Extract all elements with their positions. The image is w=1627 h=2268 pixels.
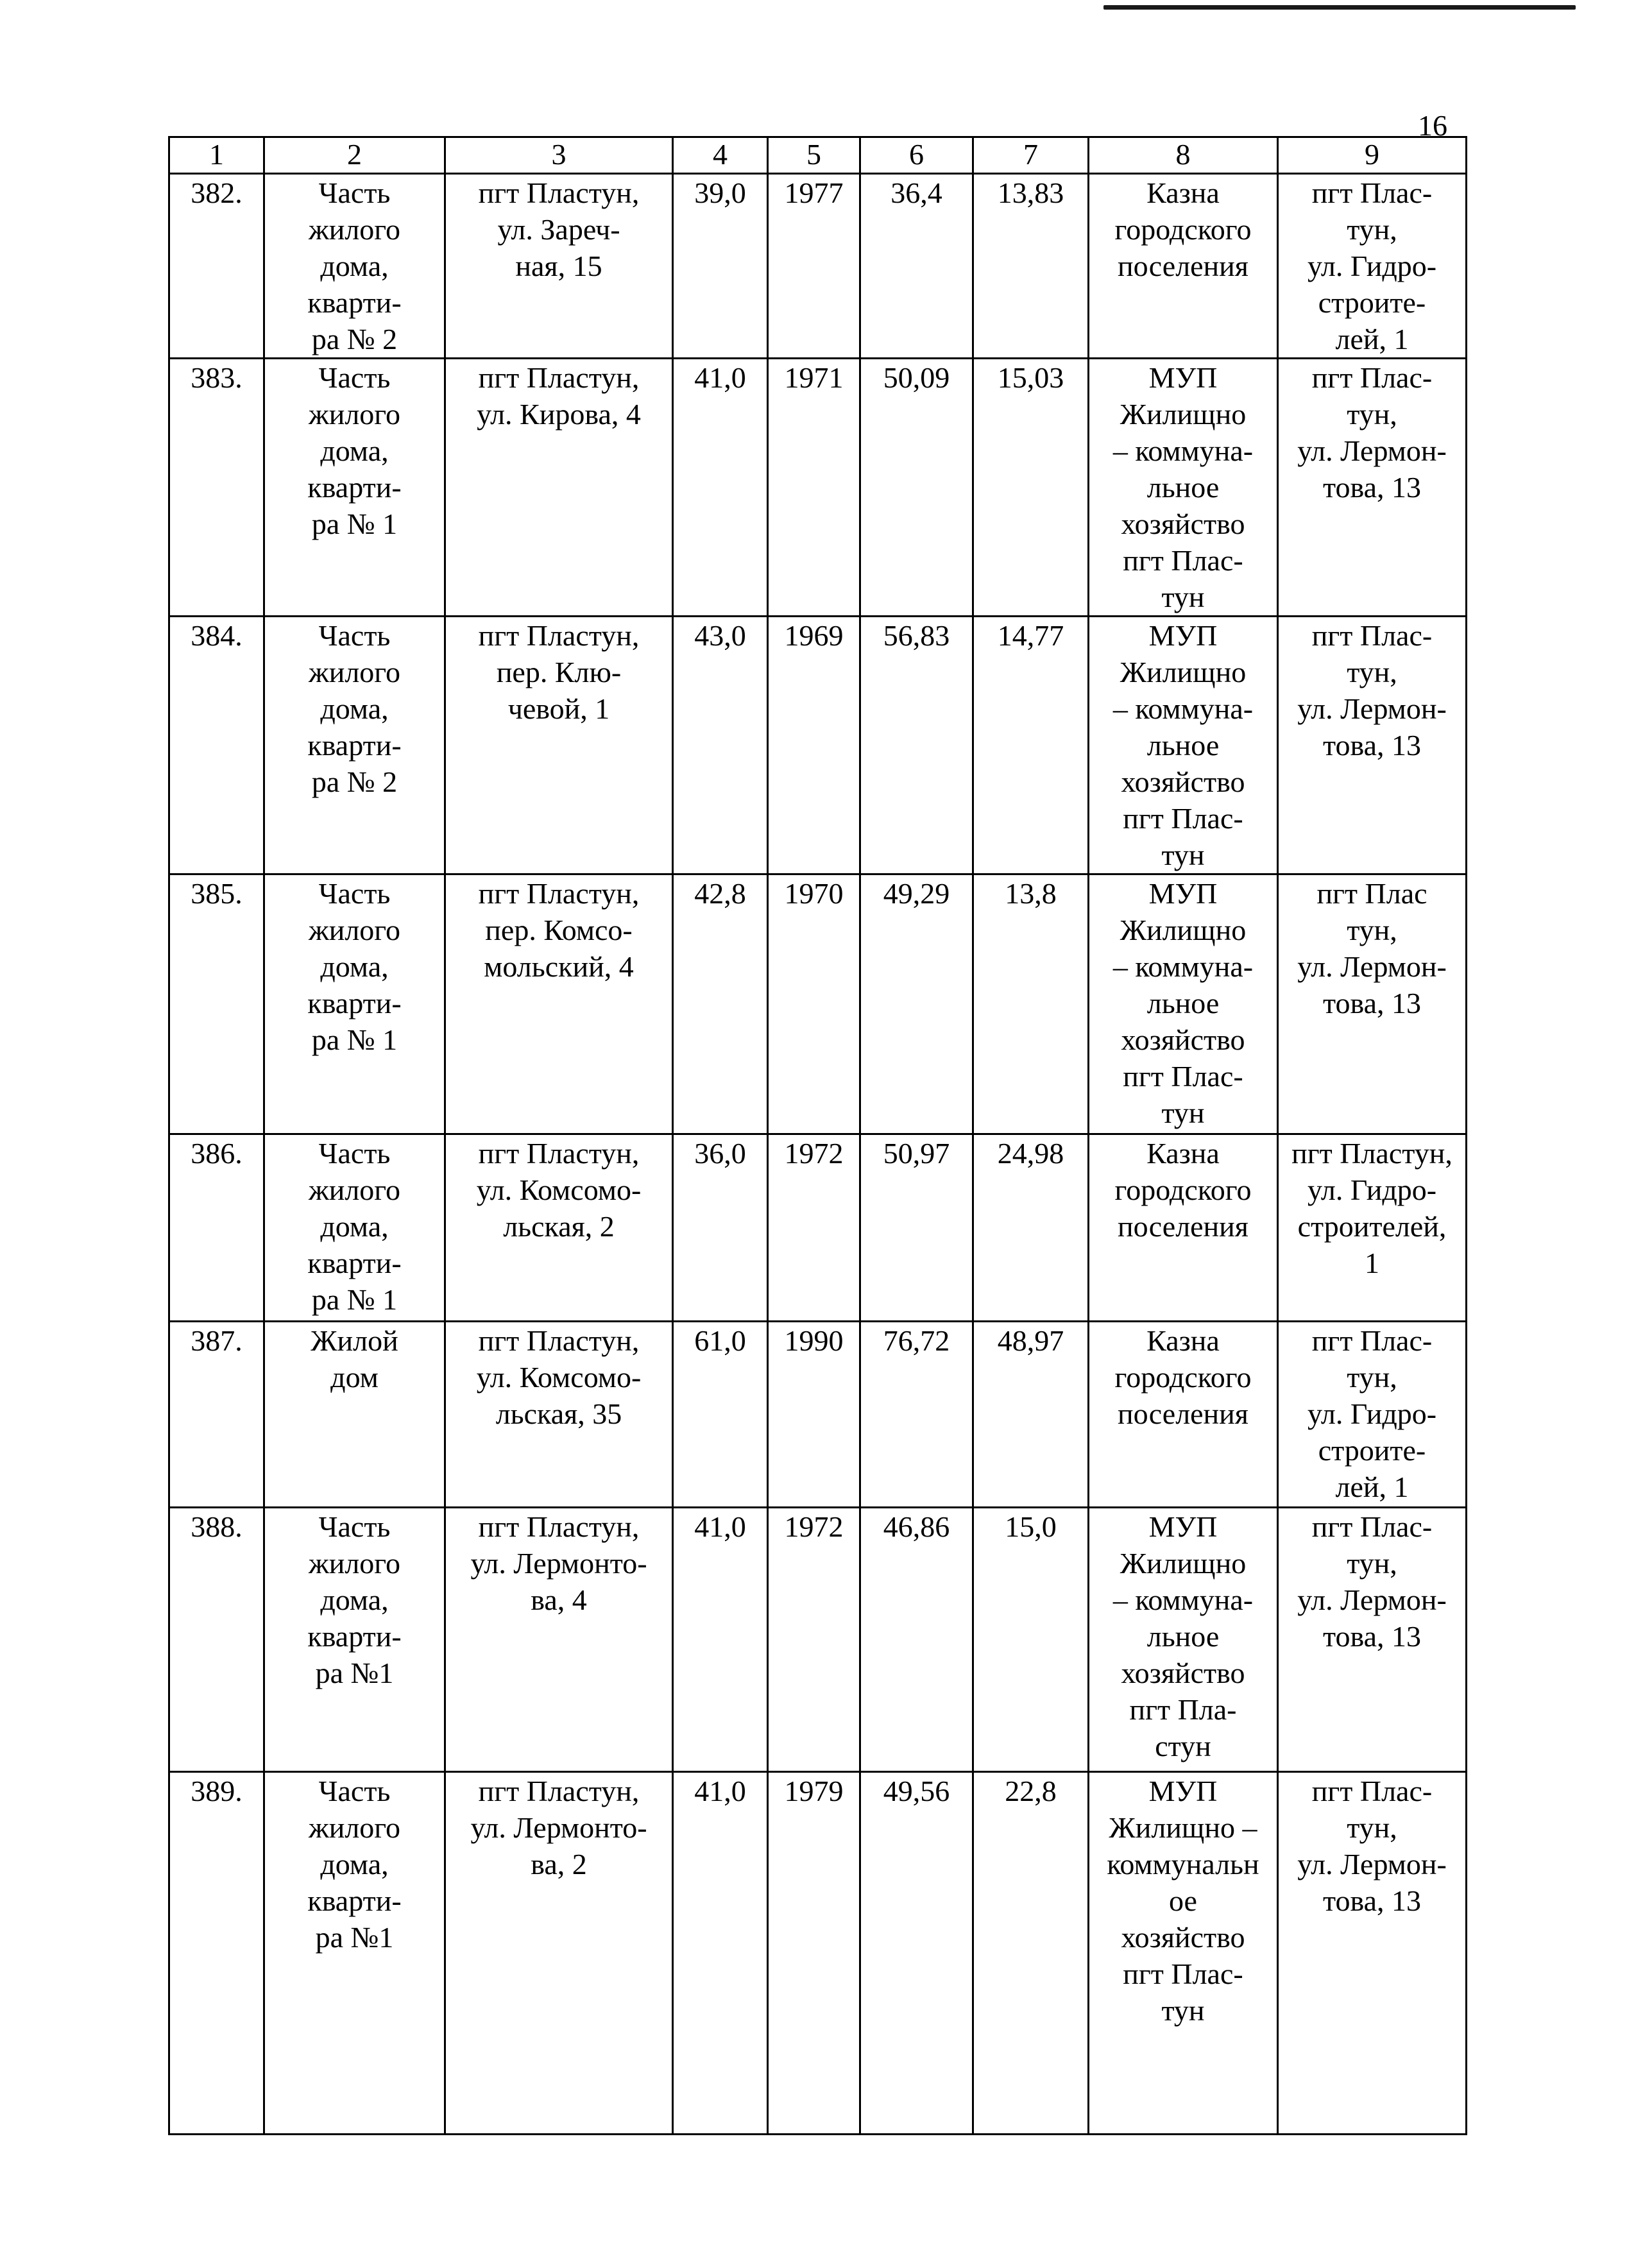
holder-line: ое — [1169, 1884, 1197, 1917]
object-name-line: дома, — [320, 950, 389, 983]
holder-address-line: пгт Плас — [1316, 877, 1427, 910]
holder-address-line: пгт Плас- — [1311, 1324, 1433, 1357]
holder-cell — [1089, 174, 1278, 359]
column-header: 5 — [768, 137, 860, 174]
area-cell: 61,0 — [673, 1322, 768, 1508]
year-cell: 1969 — [768, 617, 860, 874]
object-name-line: жилого — [308, 1811, 401, 1844]
holder-line: льное — [1146, 729, 1220, 762]
holder-address-cell — [1278, 1772, 1467, 2135]
object-name-cell — [264, 1772, 445, 2135]
column-6-value-cell: 56,83 — [860, 617, 973, 874]
holder-address-line: строите- — [1318, 1434, 1426, 1467]
object-name-line: Часть — [318, 619, 391, 652]
object-name-line: жилого — [308, 656, 401, 688]
area-cell: 41,0 — [673, 359, 768, 617]
object-name-line: кварти- — [307, 286, 402, 319]
holder-address-line: тун, — [1347, 656, 1397, 688]
holder-line: хозяйство — [1121, 765, 1245, 798]
holder-address-cell — [1278, 359, 1467, 617]
object-name-line: Часть — [318, 1137, 391, 1170]
table-row — [169, 1772, 1467, 2135]
object-name-line: кварти- — [307, 729, 402, 762]
holder-line: хозяйство — [1121, 1657, 1245, 1689]
holder-address-line: пгт Плас- — [1311, 1510, 1433, 1543]
holder-address-line: пгт Плас- — [1311, 619, 1433, 652]
holder-line: поселения — [1118, 1397, 1248, 1430]
holder-line: тун — [1161, 1994, 1205, 2027]
row-number-cell: 389. — [169, 1772, 264, 2135]
holder-line: поселения — [1118, 1210, 1248, 1243]
holder-address-line: ул. Гидро- — [1307, 1397, 1437, 1430]
address-line: ва, 2 — [531, 1848, 587, 1880]
object-name-line: Часть — [318, 176, 391, 209]
column-7-value-cell: 13,8 — [973, 874, 1089, 1134]
column-header: 8 — [1089, 137, 1278, 174]
holder-line: пгт Плас- — [1123, 1060, 1243, 1093]
column-7-value-cell: 15,0 — [973, 1508, 1089, 1772]
address-line: чевой, 1 — [507, 692, 610, 725]
area-cell: 41,0 — [673, 1508, 768, 1772]
holder-line: МУП — [1148, 361, 1218, 394]
address-line: ул. Лермонто- — [470, 1547, 647, 1580]
object-name-line: Часть — [318, 1775, 391, 1807]
property-registry-table — [168, 136, 1467, 2135]
holder-line: пгт Плас- — [1123, 1957, 1243, 1990]
holder-address-line: лей, 1 — [1335, 1471, 1409, 1503]
address-line: ул. Комсомо- — [476, 1361, 642, 1394]
address-line: пгт Пластун, — [478, 176, 640, 209]
column-header: 3 — [445, 137, 673, 174]
object-name-line: дома, — [320, 1210, 389, 1243]
holder-cell — [1089, 1508, 1278, 1772]
holder-address-line: пгт Плас- — [1311, 361, 1433, 394]
area-cell: 41,0 — [673, 1772, 768, 2135]
address-line: ная, 15 — [515, 250, 602, 282]
table-row — [169, 1508, 1467, 1772]
area-cell: 36,0 — [673, 1134, 768, 1322]
holder-line: льное — [1146, 471, 1220, 504]
column-7-value-cell: 15,03 — [973, 359, 1089, 617]
object-name-cell — [264, 617, 445, 874]
holder-line: Жилищно — [1120, 656, 1247, 688]
holder-address-line: тун, — [1347, 1811, 1397, 1844]
holder-line: льное — [1146, 987, 1220, 1019]
address-line: пер. Клю- — [496, 656, 622, 688]
holder-line: пгт Плас- — [1123, 544, 1243, 577]
year-cell: 1979 — [768, 1772, 860, 2135]
holder-address-line: това, 13 — [1322, 1620, 1422, 1653]
holder-line: пгт Пла- — [1129, 1693, 1237, 1726]
holder-address-line: ул. Лермон- — [1297, 692, 1447, 725]
column-6-value-cell: 49,29 — [860, 874, 973, 1134]
holder-cell — [1089, 1134, 1278, 1322]
object-name-line: жилого — [308, 398, 401, 431]
holder-address-line: ул. Лермон- — [1297, 434, 1447, 467]
year-cell: 1990 — [768, 1322, 860, 1508]
holder-address-line: 1 — [1365, 1247, 1379, 1279]
holder-address-line: ул. Лермон- — [1297, 1583, 1447, 1616]
holder-line: хозяйство — [1121, 1921, 1245, 1954]
address-line: мольский, 4 — [484, 950, 634, 983]
row-number-cell: 382. — [169, 174, 264, 359]
table-row — [169, 617, 1467, 874]
holder-address-cell — [1278, 1508, 1467, 1772]
holder-address-line: ул. Лермон- — [1297, 950, 1447, 983]
address-line: ул. Лермонто- — [470, 1811, 647, 1844]
holder-line: – коммуна- — [1112, 950, 1254, 983]
holder-line: – коммуна- — [1112, 692, 1254, 725]
object-name-line: дома, — [320, 434, 389, 467]
object-name-line: Жилой — [311, 1324, 398, 1357]
holder-line: – коммуна- — [1112, 434, 1254, 467]
holder-line: коммунальн — [1107, 1848, 1259, 1880]
column-7-value-cell: 48,97 — [973, 1322, 1089, 1508]
object-name-line: ра №1 — [315, 1921, 394, 1954]
row-number-cell: 385. — [169, 874, 264, 1134]
holder-address-line: тун, — [1347, 1547, 1397, 1580]
area-cell: 43,0 — [673, 617, 768, 874]
holder-line: МУП — [1148, 877, 1218, 910]
holder-line: Жилищно — [1120, 1547, 1247, 1580]
holder-line: тун — [1161, 1096, 1205, 1129]
holder-address-line: ул. Гидро- — [1307, 250, 1437, 282]
page-number: 16 — [1418, 109, 1447, 142]
holder-line: Жилищно — [1120, 398, 1247, 431]
column-header: 2 — [264, 137, 445, 174]
address-line: пгт Пластун, — [478, 1324, 640, 1357]
table-row — [169, 1134, 1467, 1322]
holder-line: городского — [1114, 1173, 1252, 1206]
object-name-line: ра №1 — [315, 1657, 394, 1689]
object-name-line: ра № 1 — [311, 1023, 398, 1056]
address-line: льская, 2 — [503, 1210, 615, 1243]
holder-address-cell — [1278, 174, 1467, 359]
object-name-line: кварти- — [307, 1884, 402, 1917]
holder-address-line: пгт Плас- — [1311, 176, 1433, 209]
holder-address-line: това, 13 — [1322, 1884, 1422, 1917]
object-name-line: Часть — [318, 877, 391, 910]
area-cell: 39,0 — [673, 174, 768, 359]
area-cell: 42,8 — [673, 874, 768, 1134]
address-line: ул. Комсомо- — [476, 1173, 642, 1206]
address-line: пгт Пластун, — [478, 361, 640, 394]
holder-address-line: ул. Гидро- — [1307, 1173, 1437, 1206]
object-name-line: дома, — [320, 250, 389, 282]
holder-line: пгт Плас- — [1123, 802, 1243, 835]
holder-line: льное — [1146, 1620, 1220, 1653]
object-name-line: дома, — [320, 1583, 389, 1616]
address-cell — [445, 1322, 673, 1508]
address-line: пер. Комсо- — [485, 914, 633, 946]
holder-address-line: пгт Пластун, — [1291, 1137, 1452, 1170]
object-name-line: ра № 1 — [311, 507, 398, 540]
object-name-line: жилого — [308, 213, 401, 246]
holder-line: Казна — [1146, 1324, 1220, 1357]
holder-line: Казна — [1146, 1137, 1220, 1170]
top-edge-rule — [1103, 5, 1576, 10]
table-row — [169, 1322, 1467, 1508]
holder-address-cell — [1278, 1322, 1467, 1508]
address-line: ул. Зареч- — [497, 213, 620, 246]
holder-line: Жилищно – — [1109, 1811, 1257, 1844]
object-name-line: дома, — [320, 1848, 389, 1880]
address-cell — [445, 617, 673, 874]
holder-line: – коммуна- — [1112, 1583, 1254, 1616]
column-header: 9 — [1278, 137, 1467, 174]
holder-line: Жилищно — [1120, 914, 1247, 946]
object-name-line: кварти- — [307, 471, 402, 504]
holder-address-line: това, 13 — [1322, 471, 1422, 504]
row-number-cell: 386. — [169, 1134, 264, 1322]
row-number-cell: 387. — [169, 1322, 264, 1508]
row-number-cell: 383. — [169, 359, 264, 617]
holder-address-line: тун, — [1347, 1361, 1397, 1394]
object-name-cell — [264, 359, 445, 617]
holder-line: стун — [1155, 1730, 1211, 1762]
holder-line: поселения — [1118, 250, 1248, 282]
holder-line: МУП — [1148, 1775, 1218, 1807]
holder-line: МУП — [1148, 619, 1218, 652]
holder-line: тун — [1161, 839, 1205, 871]
object-name-line: жилого — [308, 1173, 401, 1206]
object-name-line: кварти- — [307, 987, 402, 1019]
object-name-line: Часть — [318, 1510, 391, 1543]
holder-line: МУП — [1148, 1510, 1218, 1543]
object-name-line: дома, — [320, 692, 389, 725]
column-header: 4 — [673, 137, 768, 174]
table-row — [169, 874, 1467, 1134]
address-line: пгт Пластун, — [478, 1775, 640, 1807]
holder-line: тун — [1161, 581, 1205, 613]
address-cell — [445, 1508, 673, 1772]
column-7-value-cell: 24,98 — [973, 1134, 1089, 1322]
column-7-value-cell: 13,83 — [973, 174, 1089, 359]
address-cell — [445, 874, 673, 1134]
column-6-value-cell: 76,72 — [860, 1322, 973, 1508]
holder-line: хозяйство — [1121, 1023, 1245, 1056]
holder-address-line: това, 13 — [1322, 729, 1422, 762]
address-cell — [445, 1772, 673, 2135]
holder-address-line: тун, — [1347, 398, 1397, 431]
holder-address-line: строителей, — [1297, 1210, 1447, 1243]
holder-cell — [1089, 874, 1278, 1134]
address-line: пгт Пластун, — [478, 877, 640, 910]
table-row — [169, 174, 1467, 359]
object-name-line: кварти- — [307, 1247, 402, 1279]
column-6-value-cell: 50,09 — [860, 359, 973, 617]
object-name-line: Часть — [318, 361, 391, 394]
address-line: ва, 4 — [531, 1583, 587, 1616]
object-name-line: ра № 2 — [311, 323, 398, 355]
holder-address-cell — [1278, 874, 1467, 1134]
year-cell: 1972 — [768, 1508, 860, 1772]
holder-cell — [1089, 617, 1278, 874]
holder-address-cell — [1278, 617, 1467, 874]
object-name-line: жилого — [308, 914, 401, 946]
column-number-row — [169, 137, 1467, 174]
column-7-value-cell: 22,8 — [973, 1772, 1089, 2135]
year-cell: 1971 — [768, 359, 860, 617]
table-row — [169, 359, 1467, 617]
object-name-cell — [264, 1134, 445, 1322]
year-cell: 1970 — [768, 874, 860, 1134]
holder-address-line: това, 13 — [1322, 987, 1422, 1019]
holder-line: Казна — [1146, 176, 1220, 209]
object-name-cell — [264, 1322, 445, 1508]
column-6-value-cell: 36,4 — [860, 174, 973, 359]
object-name-cell — [264, 174, 445, 359]
holder-address-cell — [1278, 1134, 1467, 1322]
address-cell — [445, 1134, 673, 1322]
holder-address-line: тун, — [1347, 213, 1397, 246]
year-cell: 1972 — [768, 1134, 860, 1322]
holder-address-line: тун, — [1347, 914, 1397, 946]
address-line: льская, 35 — [495, 1397, 622, 1430]
column-6-value-cell: 50,97 — [860, 1134, 973, 1322]
object-name-line: дом — [330, 1361, 379, 1394]
column-header: 7 — [973, 137, 1089, 174]
object-name-line: ра № 2 — [311, 765, 398, 798]
column-header: 1 — [169, 137, 264, 174]
column-6-value-cell: 49,56 — [860, 1772, 973, 2135]
row-number-cell: 388. — [169, 1508, 264, 1772]
holder-cell — [1089, 359, 1278, 617]
address-cell — [445, 359, 673, 617]
object-name-line: кварти- — [307, 1620, 402, 1653]
row-number-cell: 384. — [169, 617, 264, 874]
holder-line: хозяйство — [1121, 507, 1245, 540]
address-line: ул. Кирова, 4 — [477, 398, 641, 431]
holder-address-line: лей, 1 — [1335, 323, 1409, 355]
address-line: пгт Пластун, — [478, 1510, 640, 1543]
object-name-line: жилого — [308, 1547, 401, 1580]
holder-cell — [1089, 1772, 1278, 2135]
address-cell — [445, 174, 673, 359]
year-cell: 1977 — [768, 174, 860, 359]
holder-address-line: строите- — [1318, 286, 1426, 319]
column-header: 6 — [860, 137, 973, 174]
holder-line: городского — [1114, 213, 1252, 246]
holder-address-line: пгт Плас- — [1311, 1775, 1433, 1807]
column-7-value-cell: 14,77 — [973, 617, 1089, 874]
address-line: пгт Пластун, — [478, 1137, 640, 1170]
object-name-cell — [264, 874, 445, 1134]
holder-address-line: ул. Лермон- — [1297, 1848, 1447, 1880]
column-6-value-cell: 46,86 — [860, 1508, 973, 1772]
object-name-cell — [264, 1508, 445, 1772]
holder-cell — [1089, 1322, 1278, 1508]
holder-line: городского — [1114, 1361, 1252, 1394]
address-line: пгт Пластун, — [478, 619, 640, 652]
object-name-line: ра № 1 — [311, 1283, 398, 1316]
